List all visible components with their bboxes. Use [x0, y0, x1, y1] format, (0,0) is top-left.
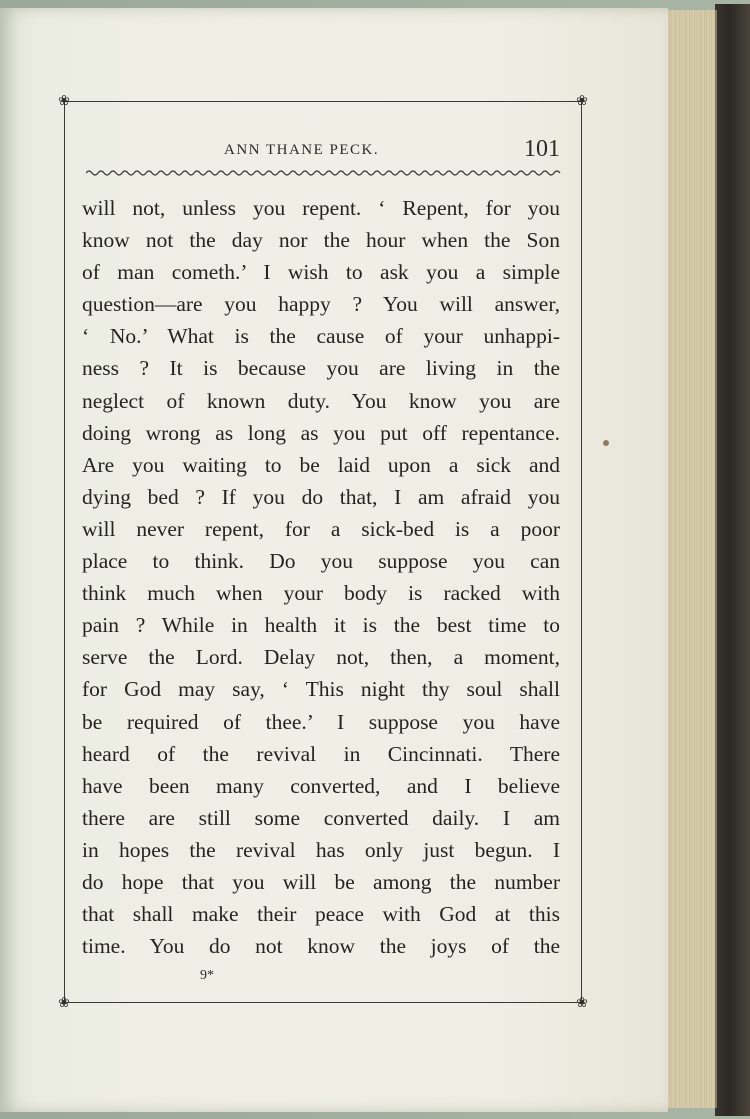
- text-line: do hope that you will be among the number: [82, 869, 560, 894]
- text-line: think much when your body is racked with: [82, 581, 560, 606]
- text-line: that shall make their peace with God at this: [82, 902, 560, 927]
- text-line: doing wrong as long as you put off repentance.: [82, 420, 560, 445]
- text-line: for God may say, ‘ This night thy soul shall: [82, 677, 560, 702]
- corner-ornament-top-left-icon: ❀: [58, 93, 70, 109]
- corner-ornament-bottom-left-icon: ❀: [58, 995, 70, 1011]
- text-line: know not the day nor the hour when the Son: [82, 228, 560, 253]
- text-line: ness ? It is because you are living in the: [82, 356, 560, 381]
- foxing-spot: [603, 440, 609, 446]
- signature-mark: 9*: [200, 968, 214, 983]
- text-line: in hopes the revival has only just begun. I: [82, 837, 560, 862]
- text-line: have been many converted, and I believe: [82, 773, 560, 798]
- body-text: [82, 192, 560, 962]
- corner-ornament-top-right-icon: ❀: [576, 93, 588, 109]
- text-line: place to think. Do you suppose you can: [82, 549, 560, 574]
- running-head: [86, 134, 562, 168]
- text-line: will not, unless you repent. ‘ Repent, for you: [82, 196, 560, 220]
- corner-ornament-bottom-right-icon: ❀: [576, 995, 588, 1011]
- text-line: time. You do not know the joys of the: [82, 934, 560, 959]
- text-line: heard of the revival in Cincinnati. There: [82, 741, 560, 766]
- wavy-rule-divider: [86, 168, 562, 178]
- text-line: pain ? While in health it is the best time to: [82, 613, 560, 638]
- page-number: 101: [524, 136, 560, 162]
- book-cover-edge: [715, 4, 750, 1116]
- text-line: ‘ No.’ What is the cause of your unhappi-: [82, 324, 560, 349]
- text-line: dying bed ? If you do that, I am afraid you: [82, 484, 560, 509]
- text-line: will never repent, for a sick-bed is a poor: [82, 516, 560, 541]
- text-line: question—are you happy ? You will answer,: [82, 292, 560, 317]
- running-title: ANN THANE PECK.: [224, 142, 380, 158]
- text-line: be required of thee.’ I suppose you have: [82, 709, 560, 734]
- text-line: there are still some converted daily. I am: [82, 805, 560, 830]
- text-line: neglect of known duty. You know you are: [82, 388, 560, 413]
- text-line: of man cometh.’ I wish to ask you a simple: [82, 260, 560, 285]
- text-line: serve the Lord. Delay not, then, a moment,: [82, 645, 560, 670]
- text-line: Are you waiting to be laid upon a sick and: [82, 452, 560, 477]
